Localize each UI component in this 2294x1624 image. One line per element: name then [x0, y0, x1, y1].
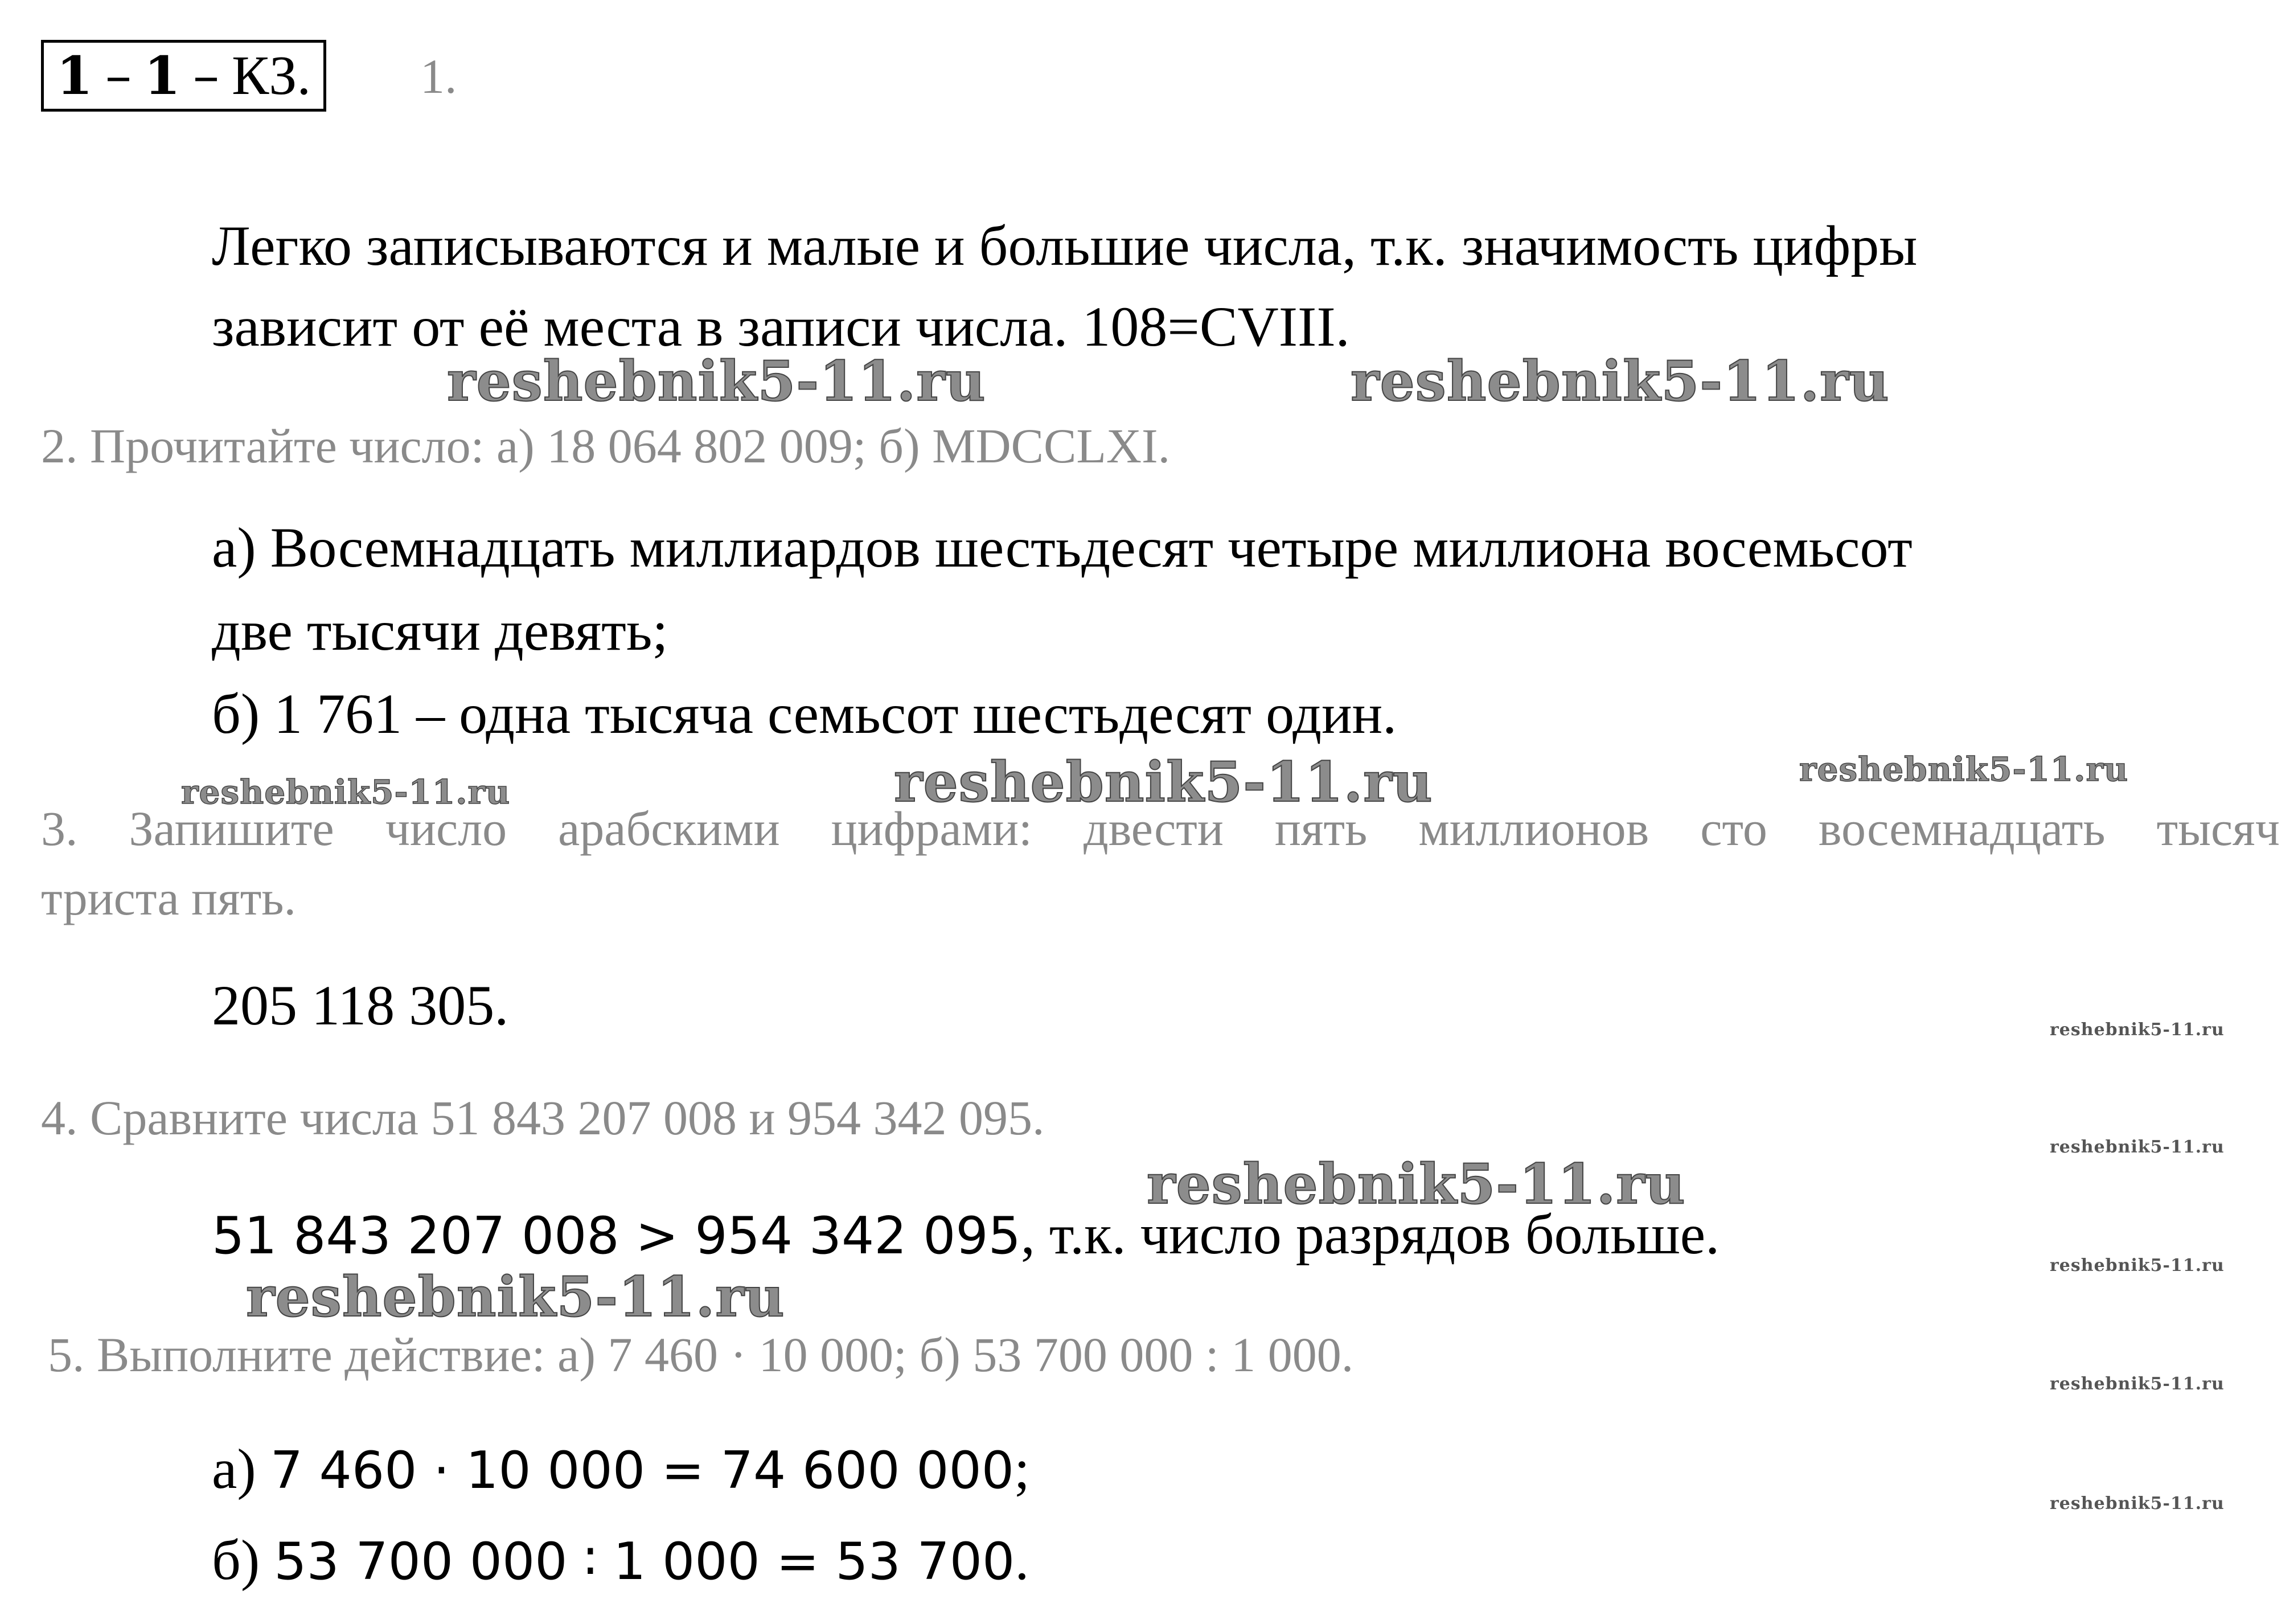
watermark: reshebnik5-11.ru: [181, 773, 511, 811]
task-code-dash2: –: [193, 45, 220, 106]
watermark: reshebnik5-11.ru: [246, 1265, 785, 1329]
watermark: reshebnik5-11.ru: [2050, 1374, 2225, 1394]
task2-answer-line2: две тысячи девять;: [212, 599, 668, 662]
task3-answer: 205 118 305.: [212, 974, 509, 1037]
task-code-part3: КЗ.: [232, 45, 311, 106]
task5-answer-b-label: б): [212, 1528, 274, 1592]
task-number: 1.: [420, 49, 457, 104]
task1-answer-line2: зависит от её места в записи числа. 108=CVIII.: [212, 295, 1350, 358]
task-code-part1: 1: [56, 45, 93, 106]
task4-prompt: 4. Сравните числа 51 843 207 008 и 954 342 095.: [41, 1090, 1045, 1145]
task5-answer-a-label: а): [212, 1437, 270, 1500]
task5-answer-b: [212, 1528, 1029, 1592]
task5-prompt: 5. Выполните действие: а) 7 460 · 10 000; б) 53 700 000 : 1 000.: [48, 1327, 1354, 1382]
task4-answer-math: 51 843 207 008 > 954 342 095: [212, 1206, 1021, 1266]
task-code-part2: 1: [144, 45, 181, 106]
task5-answer-a: [212, 1437, 1030, 1500]
watermark: reshebnik5-11.ru: [1147, 1152, 1686, 1216]
task2-prompt: 2. Прочитайте число: а) 18 064 802 009; б) MDCCLXI.: [41, 419, 1171, 473]
task5-answer-b-math: 53 700 000 ∶ 1 000 = 53 700: [274, 1532, 1015, 1592]
task5-answer-a-math: 7 460 · 10 000 = 74 600 000: [270, 1441, 1015, 1500]
task3-prompt-line2: триста пять.: [41, 871, 297, 925]
watermark: reshebnik5-11.ru: [447, 349, 986, 413]
task4-answer: [212, 1203, 1720, 1266]
watermark: reshebnik5-11.ru: [1799, 750, 2129, 789]
watermark: reshebnik5-11.ru: [1351, 349, 1890, 413]
task2-answer-line1: а) Восемнадцать миллиардов шестьдесят четыре миллиона восемьсот: [212, 516, 1913, 579]
task-code-box: [41, 40, 326, 112]
task5-answer-b-end: .: [1015, 1528, 1029, 1592]
watermark: reshebnik5-11.ru: [2050, 1256, 2225, 1276]
task4-answer-text: , т.к. число разрядов больше.: [1020, 1203, 1720, 1266]
task5-answer-a-end: ;: [1014, 1437, 1030, 1500]
watermark: reshebnik5-11.ru: [894, 750, 1433, 814]
task2-answer-line3: б) 1 761 – одна тысяча семьсот шестьдесят один.: [212, 682, 1397, 745]
watermark: reshebnik5-11.ru: [2050, 1137, 2225, 1157]
task-code-dash1: –: [105, 45, 132, 106]
task3-prompt-line1: 3. Запишите число арабскими цифрами: двести пять миллионов сто восемнадцать тысяч: [41, 801, 2280, 856]
task1-answer-line1: Легко записываются и малые и большие числа, т.к. значимость цифры: [212, 214, 1918, 277]
watermark: reshebnik5-11.ru: [2050, 1494, 2225, 1514]
watermark: reshebnik5-11.ru: [2050, 1020, 2225, 1040]
